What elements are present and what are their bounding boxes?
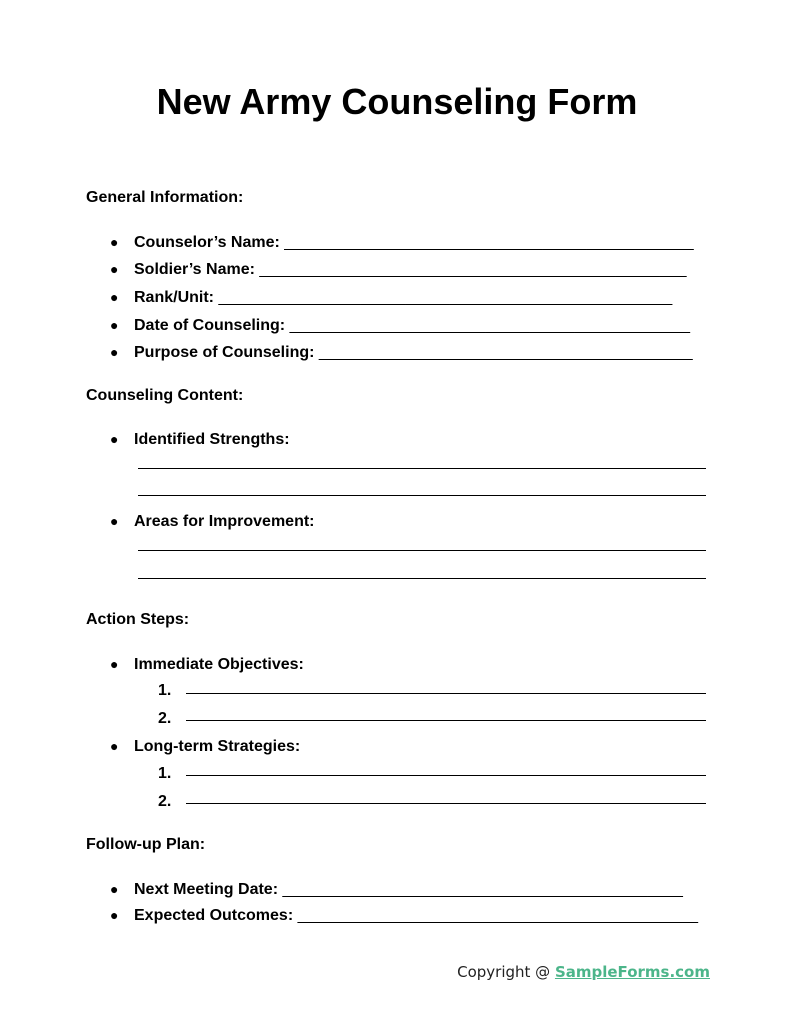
field-label: Purpose of Counseling: — [134, 344, 315, 361]
field-label: Date of Counseling: — [134, 317, 286, 334]
date-of-counseling-field[interactable]: _____________________________________________ — [289, 317, 690, 334]
list-item-areas-for-improvement — [110, 511, 315, 532]
bullet-icon: ● — [110, 344, 119, 360]
list-item-immediate-objectives — [110, 654, 304, 675]
field-label: Counselor’s Name: — [134, 234, 280, 251]
field-label: Expected Outcomes: — [134, 907, 294, 924]
long-term-strategy-2-line[interactable] — [186, 803, 706, 804]
expected-outcomes-field[interactable]: _____________________________________________ — [297, 907, 699, 924]
bullet-icon: ● — [110, 513, 119, 529]
field-label: Long-term Strategies: — [134, 738, 301, 755]
number-label: 1. — [158, 682, 172, 699]
field-label: Next Meeting Date: — [134, 881, 279, 898]
copyright-text: Copyright @ — [457, 963, 555, 981]
bullet-icon: ● — [110, 289, 119, 305]
field-label: Areas for Improvement: — [134, 513, 315, 530]
list-item-identified-strengths — [110, 429, 290, 450]
list-item-next-meeting-date — [110, 879, 683, 900]
sampleforms-link[interactable]: SampleForms.com — [554, 963, 710, 981]
rank-unit-field[interactable]: ___________________________________________________ — [218, 289, 673, 306]
strengths-line-1[interactable] — [138, 468, 706, 469]
improvement-line-2[interactable] — [138, 578, 706, 579]
field-label: Rank/Unit: — [134, 289, 214, 306]
bullet-icon: ● — [110, 234, 119, 250]
bullet-icon: ● — [110, 431, 119, 447]
page-title: New Army Counseling Form — [156, 81, 638, 122]
list-item-rank-unit — [110, 287, 672, 308]
field-label: Soldier’s Name: — [134, 261, 255, 278]
bullet-icon: ● — [110, 738, 119, 754]
number-label: 2. — [158, 710, 172, 727]
section-heading-general: General Information: — [86, 189, 244, 206]
improvement-line-1[interactable] — [138, 550, 706, 551]
immediate-objective-2-line[interactable] — [186, 720, 706, 721]
bullet-icon: ● — [110, 261, 119, 277]
list-item-purpose-of-counseling — [110, 342, 693, 363]
list-item-long-term-strategies — [110, 736, 300, 757]
list-item-date-of-counseling — [110, 315, 690, 336]
field-label: Immediate Objectives: — [134, 656, 304, 673]
section-heading-follow-up-plan: Follow-up Plan: — [86, 836, 206, 853]
bullet-icon: ● — [110, 656, 119, 672]
bullet-icon: ● — [110, 317, 119, 333]
soldier-name-field[interactable]: ________________________________________________ — [259, 261, 687, 278]
strengths-line-2[interactable] — [138, 495, 706, 496]
purpose-of-counseling-field[interactable]: __________________________________________ — [318, 344, 693, 361]
counselor-name-field[interactable]: ______________________________________________ — [284, 234, 694, 251]
number-label: 1. — [158, 765, 172, 782]
copyright-footer — [457, 962, 710, 982]
long-term-strategy-1-line[interactable] — [186, 775, 706, 776]
section-heading-counseling-content: Counseling Content: — [86, 387, 244, 404]
list-item-counselor-name — [110, 232, 694, 253]
next-meeting-date-field[interactable]: _____________________________________________ — [282, 881, 683, 898]
field-label: Identified Strengths: — [134, 431, 290, 448]
bullet-icon: ● — [110, 907, 119, 923]
bullet-icon: ● — [110, 881, 119, 897]
number-label: 2. — [158, 793, 172, 810]
section-heading-action-steps: Action Steps: — [86, 611, 190, 628]
immediate-objective-1-line[interactable] — [186, 693, 706, 694]
list-item-expected-outcomes — [110, 905, 698, 926]
list-item-soldier-name — [110, 259, 687, 280]
